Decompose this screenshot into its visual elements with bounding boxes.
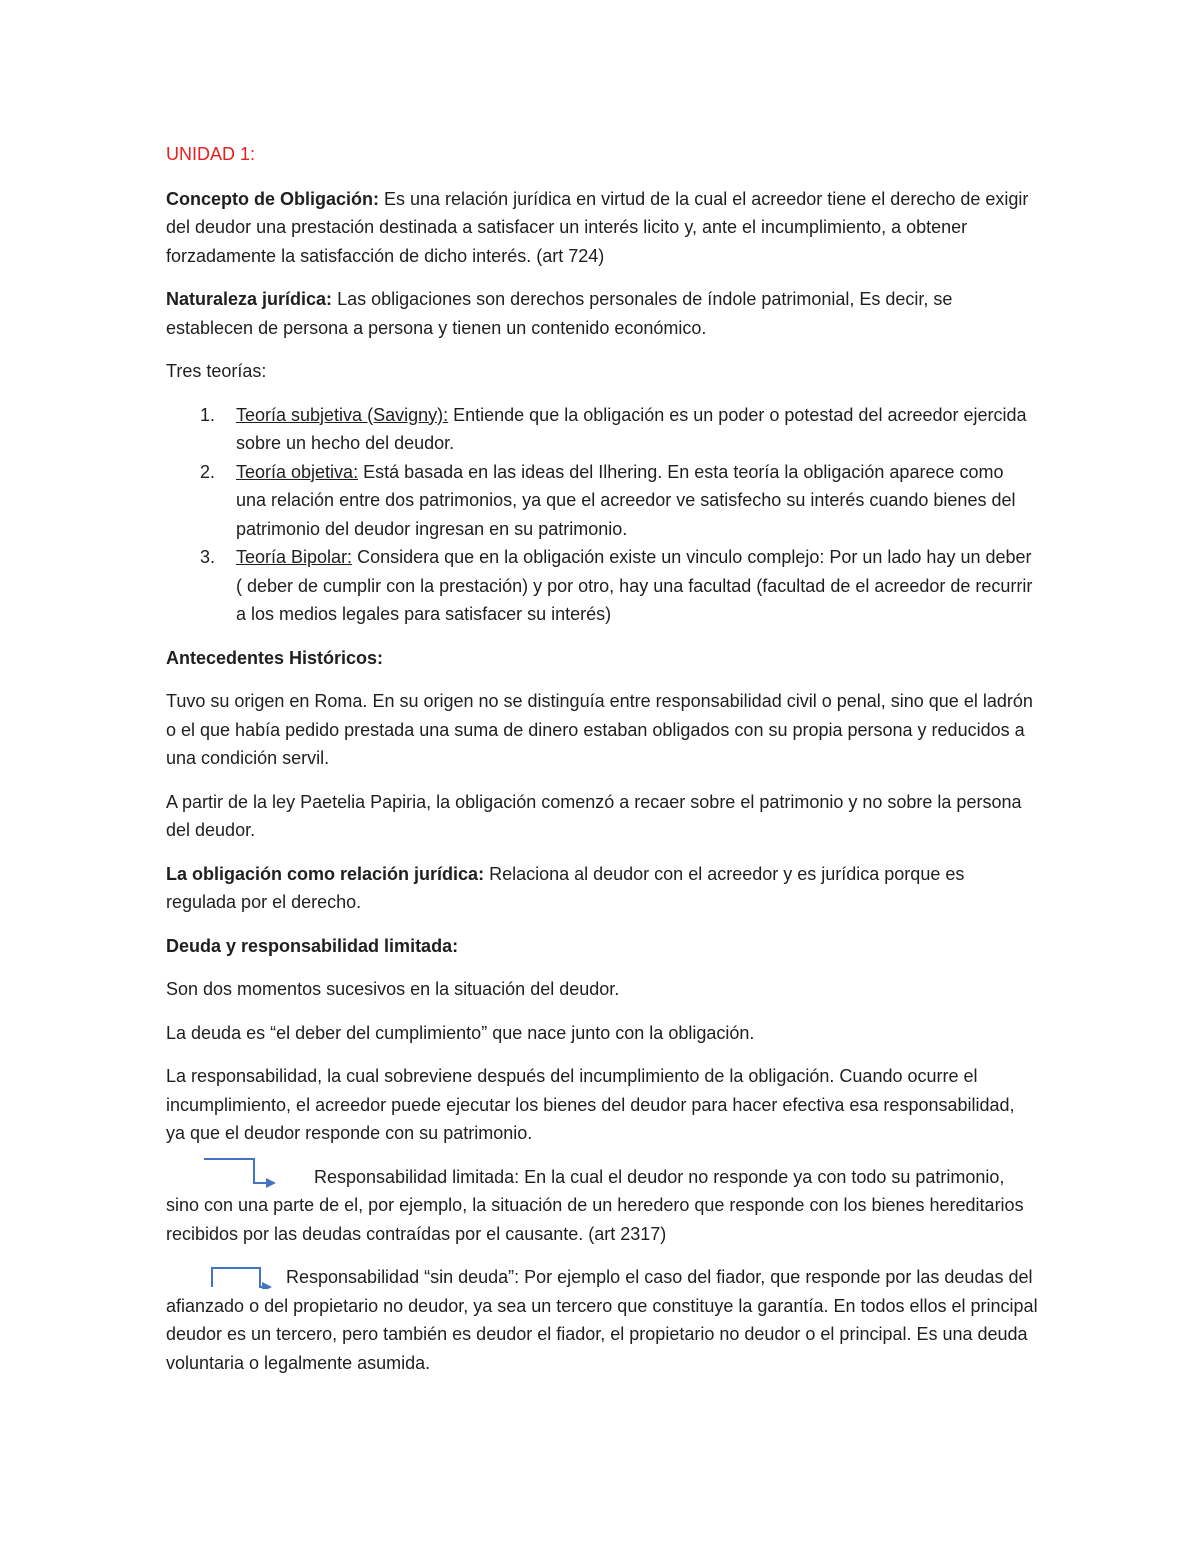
- antecedentes-heading-text: Antecedentes Históricos:: [166, 647, 384, 668]
- naturaleza-paragraph: [166, 285, 1038, 342]
- deuda-paragraph-2: La deuda es “el deber del cumplimiento” que nace junto con la obligación.: [166, 1022, 755, 1043]
- relacion-text: Relaciona al deudor con el acreedor y es jurídica porque es regulada por el derecho.: [166, 863, 965, 912]
- antecedentes-paragraph-2: A partir de la ley Paetelia Papiria, la obligación comenzó a recaer sobre el patrimonio y no sobre la persona del deudor.: [166, 791, 1022, 840]
- theory-text: Entiende que la obligación es un poder o potestad del acreedor ejercida sobre un hecho del deudor.: [236, 404, 1027, 453]
- document-body: [166, 140, 1038, 1392]
- concepto-text: Es una relación jurídica en virtud de la cual el acreedor tiene el derecho de exigir del deudor una prestación destinada a satisfacer un interés licito y, ante el incumplimiento, a obtener forzadamente la satisfacción de dicho interés. (art 724): [166, 188, 1029, 266]
- theory-item: [166, 458, 1038, 544]
- theory-label: Teoría subjetiva (Savigny):: [236, 404, 449, 425]
- concepto-label: Concepto de Obligación:: [166, 188, 380, 209]
- limitada-text: Responsabilidad limitada: En la cual el deudor no responde ya con todo su patrimonio, sino con una parte de el, por ejemplo, la situación de un heredero que responde con los bienes hereditarios recibidos por las deudas contraídas por el causante. (art 2317): [166, 1166, 1024, 1244]
- theory-number: 3.: [200, 547, 216, 567]
- elbow-arrow-icon: [204, 1157, 276, 1191]
- antecedentes-paragraph-1: Tuvo su origen en Roma. En su origen no se distinguía entre responsabilidad civil o penal, sino que el ladrón o el que había pedido prestada una suma de dinero estaban obligados con su propia persona y reducidos a una condición servil.: [166, 691, 1033, 768]
- unit-title: UNIDAD 1:: [166, 144, 256, 164]
- theory-text: Considera que en la obligación existe un vinculo complejo: Por un lado hay un deber ( deber de cumplir con la prestación) y por otro, hay una facultad (facultad de el acreedor de recurrir a los medios legales para satisfacer su interés): [236, 547, 1033, 624]
- responsabilidad-sin-deuda-paragraph: [166, 1263, 1038, 1377]
- elbow-arrow-icon: [210, 1265, 272, 1289]
- theory-text: Está basada en las ideas del Ilhering. En esta teoría la obligación aparece como una relación entre dos patrimonios, ya que el acreedor ve satisfecho su interés cuando bienes del patrimonio del deudor ingresan en su patrimonio.: [236, 461, 1016, 539]
- antecedentes-heading: [166, 644, 1038, 673]
- theory-number: 1.: [200, 404, 216, 425]
- deuda-heading: [166, 932, 1038, 961]
- naturaleza-text: Las obligaciones son derechos personales de índole patrimonial, Es decir, se establecen de persona a persona y tienen un contenido económico.: [166, 289, 953, 338]
- relacion-label: La obligación como relación jurídica:: [166, 863, 485, 884]
- theory-label: Teoría Bipolar:: [236, 547, 353, 567]
- deuda-paragraph-1: Son dos momentos sucesivos en la situación del deudor.: [166, 979, 620, 999]
- theory-item: [166, 543, 1038, 629]
- theory-number: 2.: [200, 461, 216, 482]
- theories-list: [166, 401, 1038, 629]
- tres-teorias-label: Tres teorías:: [166, 361, 267, 381]
- responsabilidad-limitada-paragraph: [166, 1163, 1038, 1249]
- theory-label: Teoría objetiva:: [236, 461, 359, 482]
- theory-item: [166, 401, 1038, 458]
- deuda-heading-text: Deuda y responsabilidad limitada:: [166, 935, 459, 956]
- sin-deuda-text: Responsabilidad “sin deuda”: Por ejemplo el caso del fiador, que responde por las deudas del afianzado o del propietario no deudor, ya sea un tercero que constituye la garantía. En todos ellos el principal deudor es un tercero, pero también es deudor el fiador, el propietario no deudor o el principal. Es una deuda voluntaria o legalmente asumida.: [166, 1267, 1038, 1373]
- naturaleza-label: Naturaleza jurídica:: [166, 289, 333, 309]
- deuda-paragraph-3: La responsabilidad, la cual sobreviene después del incumplimiento de la obligación. Cuando ocurre el incumplimiento, el acreedor puede ejecutar los bienes del deudor para hacer efectiva esa responsabilidad, ya que el deudor responde con su patrimonio.: [166, 1066, 1015, 1143]
- concepto-paragraph: [166, 185, 1038, 271]
- relacion-paragraph: [166, 860, 1038, 917]
